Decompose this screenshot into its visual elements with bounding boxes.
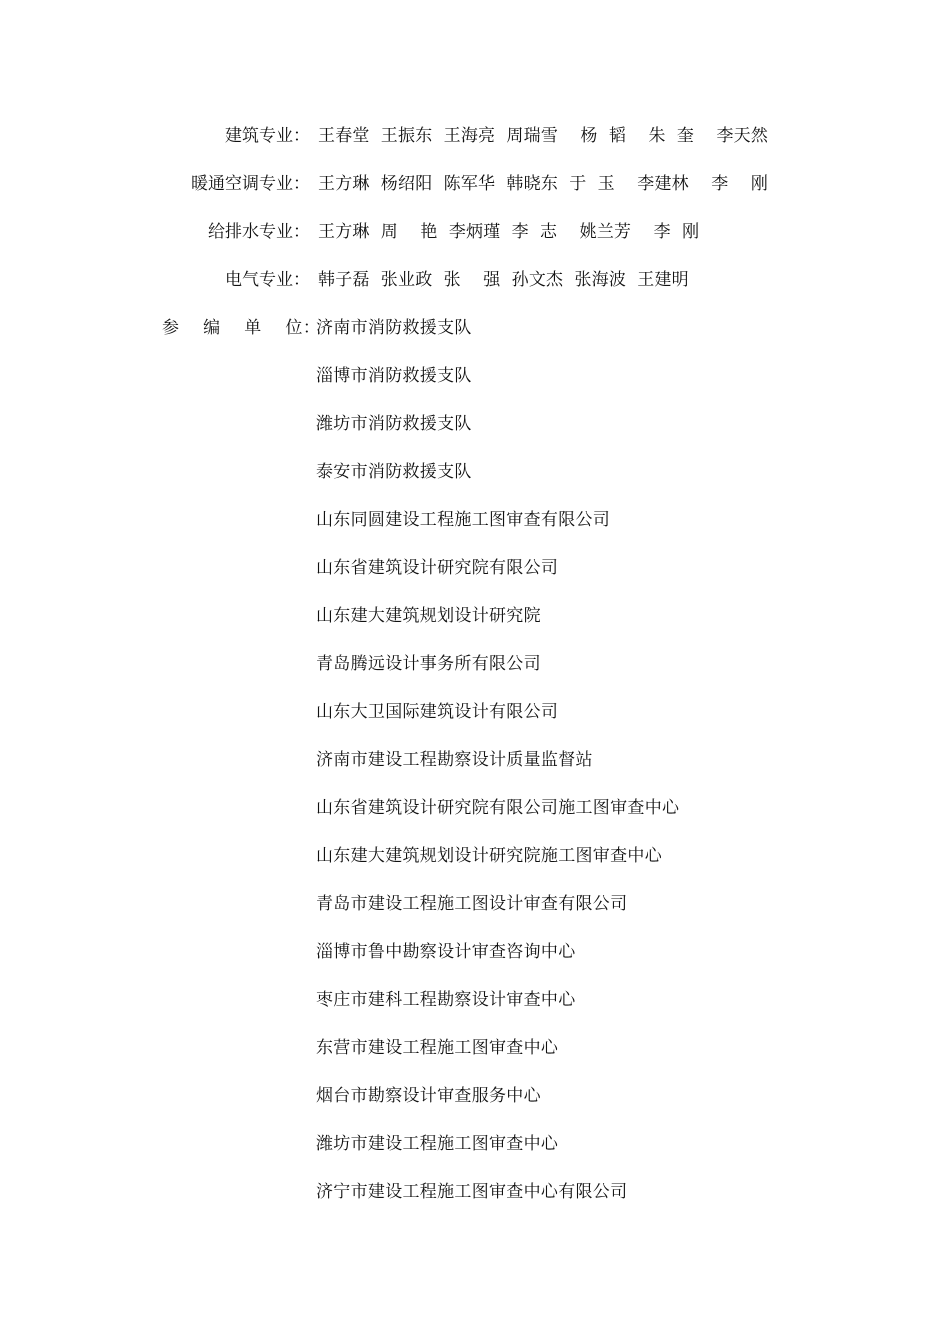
list-item: 烟台市勘察设计审查服务中心 (316, 1086, 541, 1106)
participating-units-label: 参 编 单 位： (162, 318, 321, 338)
list-item: 泰安市消防救援支队 (316, 462, 472, 482)
specialty-names: 王方琳 杨绍阳 陈军华 韩晓东 于 玉 李建林 李 刚 (318, 174, 769, 194)
specialty-row-electrical (0, 266, 950, 294)
list-item: 山东建大建筑规划设计研究院 (316, 606, 541, 626)
specialty-names: 王方琳 周 艳 李炳瑾 李 志 姚兰芳 李 刚 (318, 222, 700, 242)
list-item: 山东省建筑设计研究院有限公司施工图审查中心 (316, 798, 680, 818)
list-item: 山东同圆建设工程施工图审查有限公司 (316, 510, 611, 530)
list-item: 潍坊市建设工程施工图审查中心 (316, 1134, 559, 1154)
specialty-names: 韩子磊 张业政 张 强 孙文杰 张海波 王建明 (318, 270, 689, 290)
list-item: 青岛腾远设计事务所有限公司 (316, 654, 541, 674)
list-item: 淄博市消防救援支队 (316, 366, 472, 386)
specialty-names: 王春堂 王振东 王海亮 周瑞雪 杨 韬 朱 奎 李天然 (318, 126, 769, 146)
list-item: 淄博市鲁中勘察设计审查咨询中心 (316, 942, 576, 962)
list-item: 济宁市建设工程施工图审查中心有限公司 (316, 1182, 628, 1202)
list-item: 山东大卫国际建筑设计有限公司 (316, 702, 559, 722)
specialty-row-architecture (0, 122, 950, 150)
list-item: 济南市消防救援支队 (316, 318, 472, 338)
specialty-label: 给排水专业： (208, 222, 310, 242)
specialty-label: 暖通空调专业： (191, 174, 310, 194)
list-item: 山东省建筑设计研究院有限公司 (316, 558, 559, 578)
specialty-label: 电气专业： (225, 270, 310, 290)
specialty-label: 建筑专业： (225, 126, 310, 146)
list-item: 山东建大建筑规划设计研究院施工图审查中心 (316, 846, 662, 866)
list-item: 东营市建设工程施工图审查中心 (316, 1038, 559, 1058)
list-item: 青岛市建设工程施工图设计审查有限公司 (316, 894, 628, 914)
list-item: 潍坊市消防救援支队 (316, 414, 472, 434)
specialty-row-plumbing (0, 218, 950, 246)
participating-units-list (316, 314, 679, 1226)
list-item: 枣庄市建科工程勘察设计审查中心 (316, 990, 576, 1010)
list-item: 济南市建设工程勘察设计质量监督站 (316, 750, 593, 770)
specialty-row-hvac (0, 170, 950, 198)
